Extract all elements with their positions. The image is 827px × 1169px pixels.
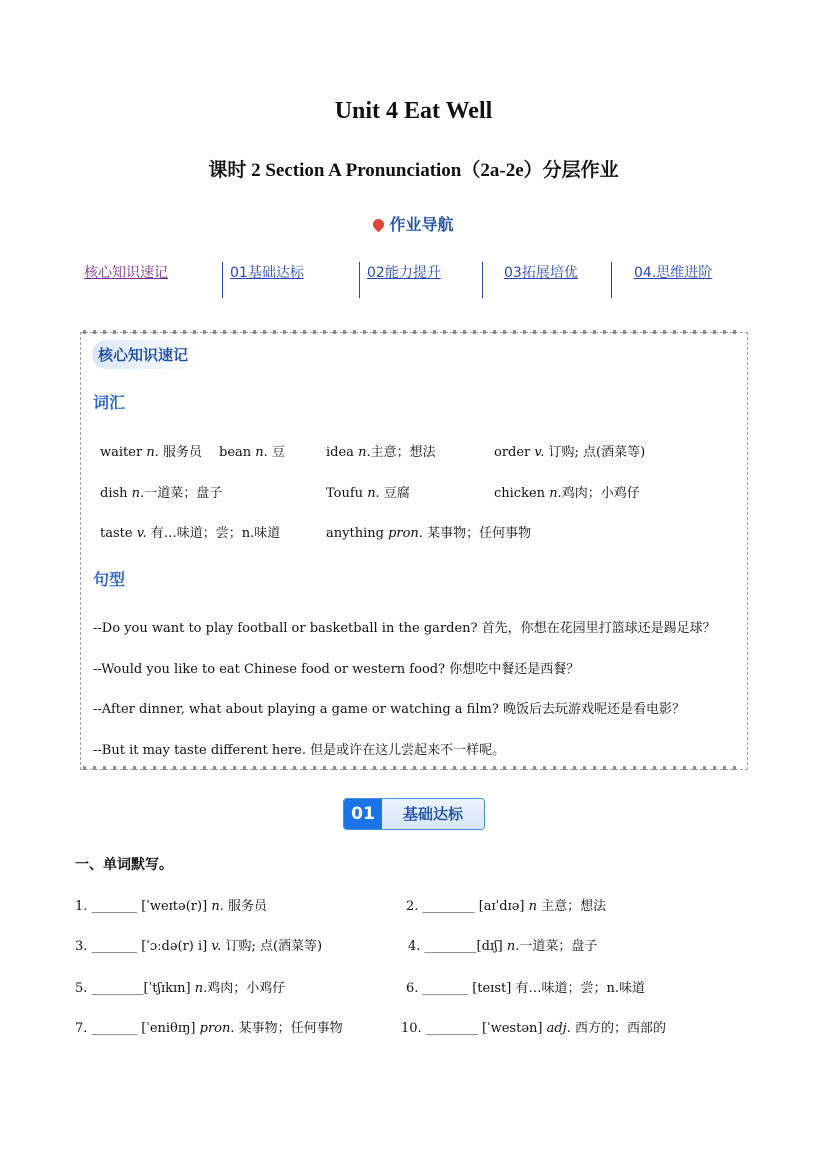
- vocab-item: Toufu n. 豆腐: [326, 486, 410, 501]
- sentence-item: --But it may taste different here. 但是或许在这儿尝起来不一样呢。: [93, 743, 506, 758]
- nav-separator: [482, 262, 483, 298]
- homework-nav-heading: [0, 212, 827, 235]
- nav-separator: [611, 262, 612, 298]
- nav-link-thinking[interactable]: 04.思维进阶: [634, 265, 713, 281]
- document-title: Unit 4 Eat Well: [334, 98, 493, 124]
- exercise-item: 6. _______ [teɪst] 有…味道；尝；n.味道: [406, 981, 645, 996]
- answer-blank[interactable]: _______: [91, 899, 138, 914]
- vocab-item: dish n.一道菜；盘子: [100, 486, 223, 501]
- document-subtitle: 课时 2 Section A Pronunciation（2a-2e）分层作业: [208, 160, 619, 181]
- vocab-heading: 词汇: [93, 393, 126, 412]
- vocab-item: order v. 订购; 点(酒菜等): [494, 445, 646, 460]
- answer-blank[interactable]: ________: [91, 981, 144, 996]
- vocab-item: chicken n.鸡肉；小鸡仔: [494, 486, 640, 501]
- box-border-decoration: [83, 766, 743, 770]
- vocab-item: anything pron. 某事物；任何事物: [326, 526, 532, 541]
- exercise-item: 4. ________[dɪʃ] n.一道菜；盘子: [408, 939, 598, 954]
- nav-link-ability[interactable]: 02能力提升: [367, 265, 441, 281]
- nav-separator: [222, 262, 223, 298]
- exercise-item: 1. _______ [ˈweɪtə(r)] n. 服务员: [75, 899, 267, 914]
- sentence-item: --Do you want to play football or basketball in the garden? 首先，你想在花园里打篮球还是踢足球？: [93, 621, 716, 636]
- nav-link-core-knowledge[interactable]: 核心知识速记: [84, 265, 168, 281]
- nav-link-extension[interactable]: 03拓展培优: [504, 265, 578, 281]
- section-badge-basic: [343, 798, 485, 830]
- vocab-item: idea n.主意；想法: [326, 445, 436, 460]
- exercise-item: 3. _______ [ˈɔːdə(r) i] v. 订购; 点(酒菜等): [75, 939, 323, 954]
- box-border-decoration: [83, 330, 743, 334]
- answer-blank[interactable]: ________: [425, 1021, 478, 1036]
- nav-separator: [359, 262, 360, 298]
- question-heading: 一、单词默写。: [75, 857, 173, 873]
- answer-blank[interactable]: ________: [422, 899, 475, 914]
- vocab-item: bean n. 豆: [219, 445, 285, 460]
- exercise-item: 5. ________[ˈtʃɪkɪn] n.鸡肉；小鸡仔: [75, 981, 286, 996]
- answer-blank[interactable]: _______: [91, 1021, 138, 1036]
- vocab-item: waiter n. 服务员: [100, 445, 202, 460]
- vocab-item: taste v. 有…味道；尝；n.味道: [100, 526, 281, 541]
- answer-blank[interactable]: _______: [91, 939, 138, 954]
- map-pin-icon: [371, 217, 387, 233]
- homework-nav-label: 作业导航: [389, 215, 454, 234]
- sentence-heading: 句型: [93, 570, 126, 589]
- exercise-item: 10. ________ [ˈwestən] adj. 西方的；西部的: [401, 1021, 667, 1036]
- knowledge-badge: 核心知识速记: [92, 340, 200, 369]
- section-number: 01: [344, 799, 382, 829]
- exercise-item: 2. ________ [aɪˈdɪə] n 主意；想法: [406, 899, 607, 914]
- sentence-item: --After dinner, what about playing a game or watching a film? 晚饭后去玩游戏呢还是看电影？: [93, 702, 685, 717]
- exercise-item: 7. _______ [ˈeniθɪŋ] pron. 某事物；任何事物: [75, 1021, 343, 1036]
- sentence-item: --Would you like to eat Chinese food or western food? 你想吃中餐还是西餐？: [93, 662, 580, 677]
- answer-blank[interactable]: _______: [422, 981, 469, 996]
- section-label: 基础达标: [382, 799, 484, 829]
- nav-link-basic[interactable]: 01基础达标: [230, 265, 304, 281]
- answer-blank[interactable]: ________: [424, 939, 477, 954]
